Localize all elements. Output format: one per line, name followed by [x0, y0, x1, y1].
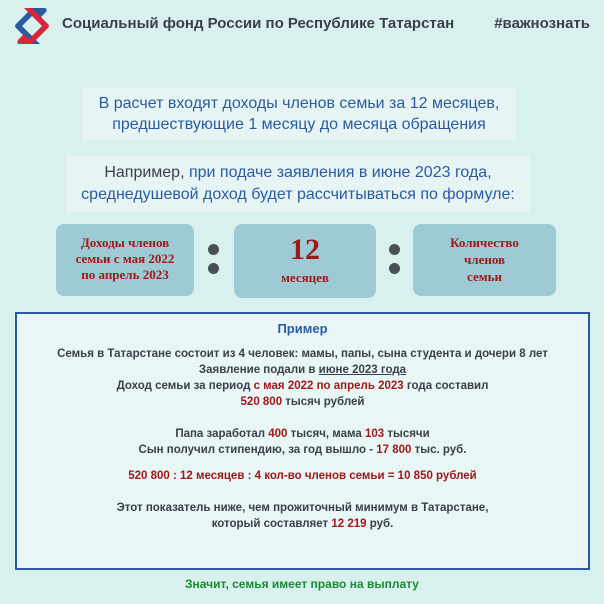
applied-when: июне 2023 года	[318, 364, 407, 376]
income-prefix: Доход семьи за период	[116, 380, 254, 392]
minimum-suffix: руб.	[366, 518, 394, 530]
example-parents	[17, 426, 588, 442]
sfr-logo-icon	[10, 6, 54, 46]
formula-months-box	[234, 224, 376, 298]
income-period-line2: предшествующие 1 месяцу до месяца обращения	[112, 116, 486, 133]
income-period: с мая 2022 по апрель 2023	[253, 380, 404, 392]
son-prefix: Сын получил стипендию, за год вышло -	[138, 444, 377, 456]
example-intro-line1	[66, 162, 530, 184]
example-compare-line1: Этот показатель ниже, чем прожиточный минимум в Татарстане,	[116, 502, 489, 514]
example-income	[17, 378, 588, 394]
division-dot-top-icon	[389, 244, 400, 255]
formula-income-line1: Доходы членов	[80, 235, 170, 250]
intro-prefix: Например,	[104, 164, 189, 181]
example-intro-box	[66, 156, 530, 212]
formula-income-line2: семьи с мая 2022	[75, 251, 175, 266]
example-applied	[17, 362, 588, 378]
example-son	[17, 442, 588, 458]
dad-prefix: Папа заработал	[175, 428, 269, 440]
hashtag[interactable]: #важнознать	[494, 15, 590, 32]
son-suffix: тыс. руб.	[411, 444, 467, 456]
months-number: 12	[290, 233, 320, 266]
example-intro-line2: среднедушевой доход будет рассчитываться по формуле:	[81, 186, 515, 203]
dad-mid: тысяч, мама	[287, 428, 365, 440]
formula-members-line2: членов	[463, 252, 506, 267]
header	[0, 0, 604, 50]
example-calculation: 520 800 : 12 месяцев : 4 кол-во членов семьи = 10 850 рублей	[128, 470, 477, 482]
minimum-amount: 12 219	[331, 518, 367, 530]
son-amount: 17 800	[376, 444, 412, 456]
formula-members-box	[413, 224, 556, 296]
example-compare-line2	[17, 516, 588, 532]
formula-members-line1: Количество	[450, 235, 519, 250]
income-period-box	[82, 88, 516, 140]
intro-highlight: при подаче заявления в июне 2023 года,	[188, 164, 492, 181]
formula-members-line3: семьи	[467, 269, 502, 284]
income-amount: 520 800	[240, 396, 283, 408]
income-unit: тысяч рублей	[282, 396, 365, 408]
division-dot-bottom-icon	[389, 263, 400, 274]
division-dot-bottom-icon	[208, 263, 219, 274]
division-dot-top-icon	[208, 244, 219, 255]
example-box	[15, 312, 590, 570]
conclusion: Значит, семья имеет право на выплату	[185, 577, 419, 591]
example-title: Пример	[277, 321, 328, 336]
formula-income-box	[56, 224, 194, 296]
income-period-line1: В расчет входят доходы членов семьи за 12 месяцев,	[98, 95, 500, 112]
formula-income-line3: по апрель 2023	[81, 267, 169, 282]
dad-amount: 400	[268, 428, 288, 440]
applied-prefix: Заявление подали в	[198, 364, 319, 376]
example-income-amount	[17, 394, 588, 410]
income-suffix: года составил	[403, 380, 489, 392]
mom-suffix: тысячи	[384, 428, 430, 440]
compare-prefix: который составляет	[211, 518, 332, 530]
months-label: месяцев	[281, 270, 329, 285]
example-family: Семья в Татарстане состоит из 4 человек: мамы, папы, сына студента и дочери 8 лет	[57, 348, 548, 360]
org-name: Социальный фонд России по Республике Татарстан	[62, 15, 455, 32]
mom-amount: 103	[364, 428, 385, 440]
